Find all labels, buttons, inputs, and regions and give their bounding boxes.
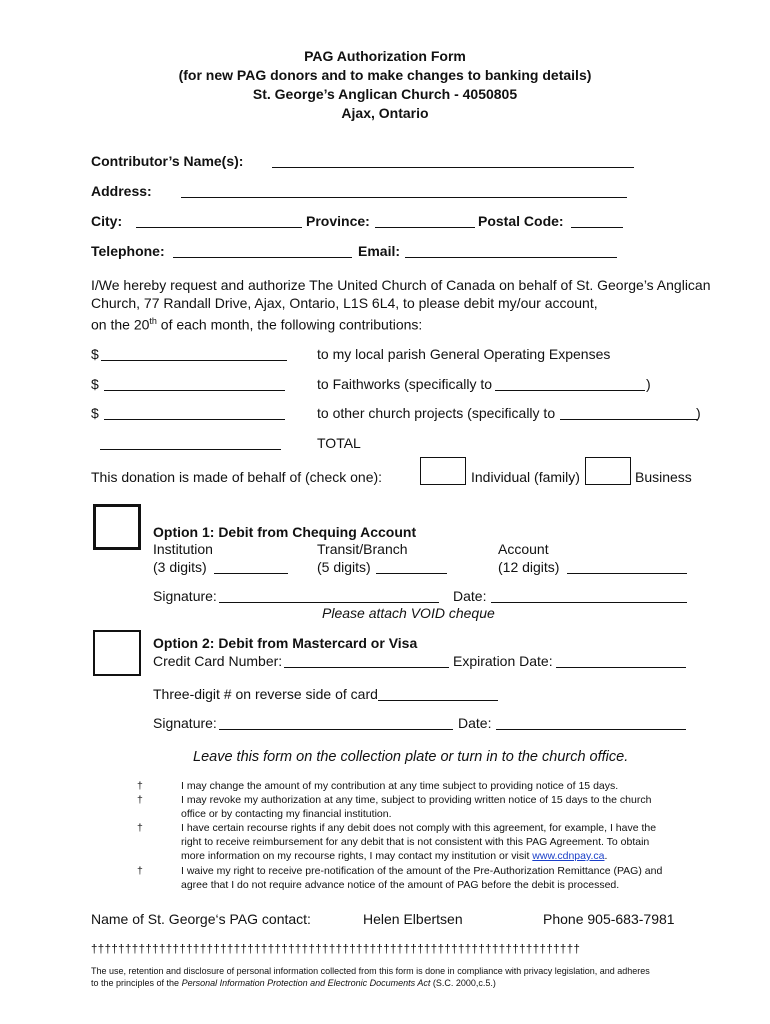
faithworks-label: to Faithworks (specifically to <box>317 376 493 392</box>
term-3-line-1: I have certain recourse rights if any debit does not comply with this agreement, for example, I have the <box>181 822 657 834</box>
cdnpay-link[interactable]: www.cdnpay.ca <box>532 850 605 862</box>
expiration-field[interactable] <box>556 667 686 668</box>
term-3-line-3: more information on my recourse rights, I may contact my institution or visit www.cdnpay.ca. <box>181 850 608 862</box>
form-subtitle: (for new PAG donors and to make changes to banking details) <box>178 67 592 83</box>
option2-signature-field[interactable] <box>219 729 453 730</box>
transit-label: Transit/Branch <box>317 541 408 557</box>
email-label: Email: <box>358 243 401 259</box>
credit-card-field[interactable] <box>284 667 449 668</box>
dagger-divider: †††††††††††††††††††††††††††††††††††††††††††††††††††††††††††††††††††††††† <box>91 944 581 956</box>
email-field[interactable] <box>405 257 617 258</box>
address-field[interactable] <box>181 197 627 198</box>
privacy-line-1: The use, retention and disclosure of personal information collected from this form is done in compliance with privacy legislation, and adheres <box>91 966 650 976</box>
option2-date-label: Date: <box>458 715 492 731</box>
telephone-label: Telephone: <box>91 243 165 259</box>
account-field[interactable] <box>567 573 687 574</box>
other-projects-amount-field[interactable] <box>104 419 285 420</box>
postal-code-field[interactable] <box>571 227 623 228</box>
province-field[interactable] <box>375 227 475 228</box>
term-2-line-1: I may revoke my authorization at any time, subject to providing written notice of 15 days to the church <box>181 794 652 806</box>
province-label: Province: <box>306 213 370 229</box>
institution-field[interactable] <box>214 573 288 574</box>
city-label: City: <box>91 213 123 229</box>
general-operating-amount-field[interactable] <box>101 360 287 361</box>
faithworks-close-paren: ) <box>646 376 651 392</box>
faithworks-specify-field[interactable] <box>495 390 645 391</box>
term-3-line-2: right to receive reimbursement for any debit that is not consistent with this PAG Agreement. To obtain <box>181 836 650 848</box>
institution-digits-label: (3 digits) <box>153 559 207 575</box>
dollar-sign: $ <box>91 346 99 362</box>
dagger-bullet: † <box>137 780 143 792</box>
pag-contact-name: Helen Elbertsen <box>363 911 463 927</box>
institution-label: Institution <box>153 541 213 557</box>
account-digits-label: (12 digits) <box>498 559 560 575</box>
void-cheque-note: Please attach VOID cheque <box>322 605 495 621</box>
request-line-3: on the 20th of each month, the following contributions: <box>91 316 423 333</box>
option1-signature-field[interactable] <box>219 602 439 603</box>
telephone-field[interactable] <box>173 257 352 258</box>
total-amount-field[interactable] <box>100 449 281 450</box>
general-operating-label: to my local parish General Operating Expenses <box>317 346 611 362</box>
request-line-1: I/We hereby request and authorize The United Church of Canada on behalf of St. George’s Anglican <box>91 277 711 293</box>
other-projects-close-paren: ) <box>696 405 701 421</box>
option1-date-field[interactable] <box>491 602 687 603</box>
three-digit-label: Three-digit # on reverse side of card <box>153 686 378 702</box>
transit-field[interactable] <box>376 573 447 574</box>
credit-card-label: Credit Card Number: <box>153 653 283 669</box>
faithworks-amount-field[interactable] <box>104 390 285 391</box>
church-name: St. George’s Anglican Church - 4050805 <box>252 86 518 102</box>
business-checkbox[interactable] <box>585 457 631 485</box>
pag-contact-phone: Phone 905-683-7981 <box>543 911 675 927</box>
option2-checkbox[interactable] <box>93 630 141 676</box>
individual-label: Individual (family) <box>471 469 580 485</box>
pag-contact-label: Name of St. George‘s PAG contact: <box>91 911 311 927</box>
option1-date-label: Date: <box>453 588 487 604</box>
contributor-field[interactable] <box>272 167 634 168</box>
option1-signature-label: Signature: <box>153 588 217 604</box>
expiration-label: Expiration Date: <box>453 653 553 669</box>
form-title: PAG Authorization Form <box>304 48 466 64</box>
dagger-bullet: † <box>137 794 143 806</box>
instruction-text: Leave this form on the collection plate or turn in to the church office. <box>193 749 629 765</box>
account-label: Account <box>498 541 549 557</box>
option1-title: Option 1: Debit from Chequing Account <box>153 524 417 540</box>
privacy-line-2: to the principles of the Personal Information Protection and Electronic Documents Act (S.C. 2000,c.5.) <box>91 978 496 988</box>
option2-title: Option 2: Debit from Mastercard or Visa <box>153 635 418 651</box>
city-field[interactable] <box>136 227 302 228</box>
dollar-sign: $ <box>91 376 99 392</box>
other-projects-specify-field[interactable] <box>560 419 698 420</box>
option2-date-field[interactable] <box>496 729 686 730</box>
option2-signature-label: Signature: <box>153 715 217 731</box>
address-label: Address: <box>91 183 152 199</box>
church-location: Ajax, Ontario <box>341 105 429 121</box>
term-4-line-2: agree that I do not require advance notice of the amount of PAG before the debit is processed. <box>181 879 620 891</box>
option1-checkbox[interactable] <box>93 504 141 550</box>
dollar-sign: $ <box>91 405 99 421</box>
contributor-label: Contributor’s Name(s): <box>91 153 244 169</box>
three-digit-field[interactable] <box>378 700 498 701</box>
other-projects-label: to other church projects (specifically to <box>317 405 556 421</box>
individual-checkbox[interactable] <box>420 457 466 485</box>
term-1-line-1: I may change the amount of my contribution at any time subject to providing notice of 15 days. <box>181 780 619 792</box>
request-line-2: Church, 77 Randall Drive, Ajax, Ontario, L1S 6L4, to please debit my/our account, <box>91 295 598 311</box>
donation-question: This donation is made of behalf of (check one): <box>91 469 383 485</box>
postal-code-label: Postal Code: <box>478 213 564 229</box>
term-4-line-1: I waive my right to receive pre-notification of the amount of the Pre-Authorization Remittance (PAG) and <box>181 865 663 877</box>
dagger-bullet: † <box>137 822 143 834</box>
term-2-line-2: office or by contacting my financial institution. <box>181 808 392 820</box>
transit-digits-label: (5 digits) <box>317 559 371 575</box>
business-label: Business <box>635 469 692 485</box>
total-label: TOTAL <box>317 435 361 451</box>
dagger-bullet: † <box>137 865 143 877</box>
